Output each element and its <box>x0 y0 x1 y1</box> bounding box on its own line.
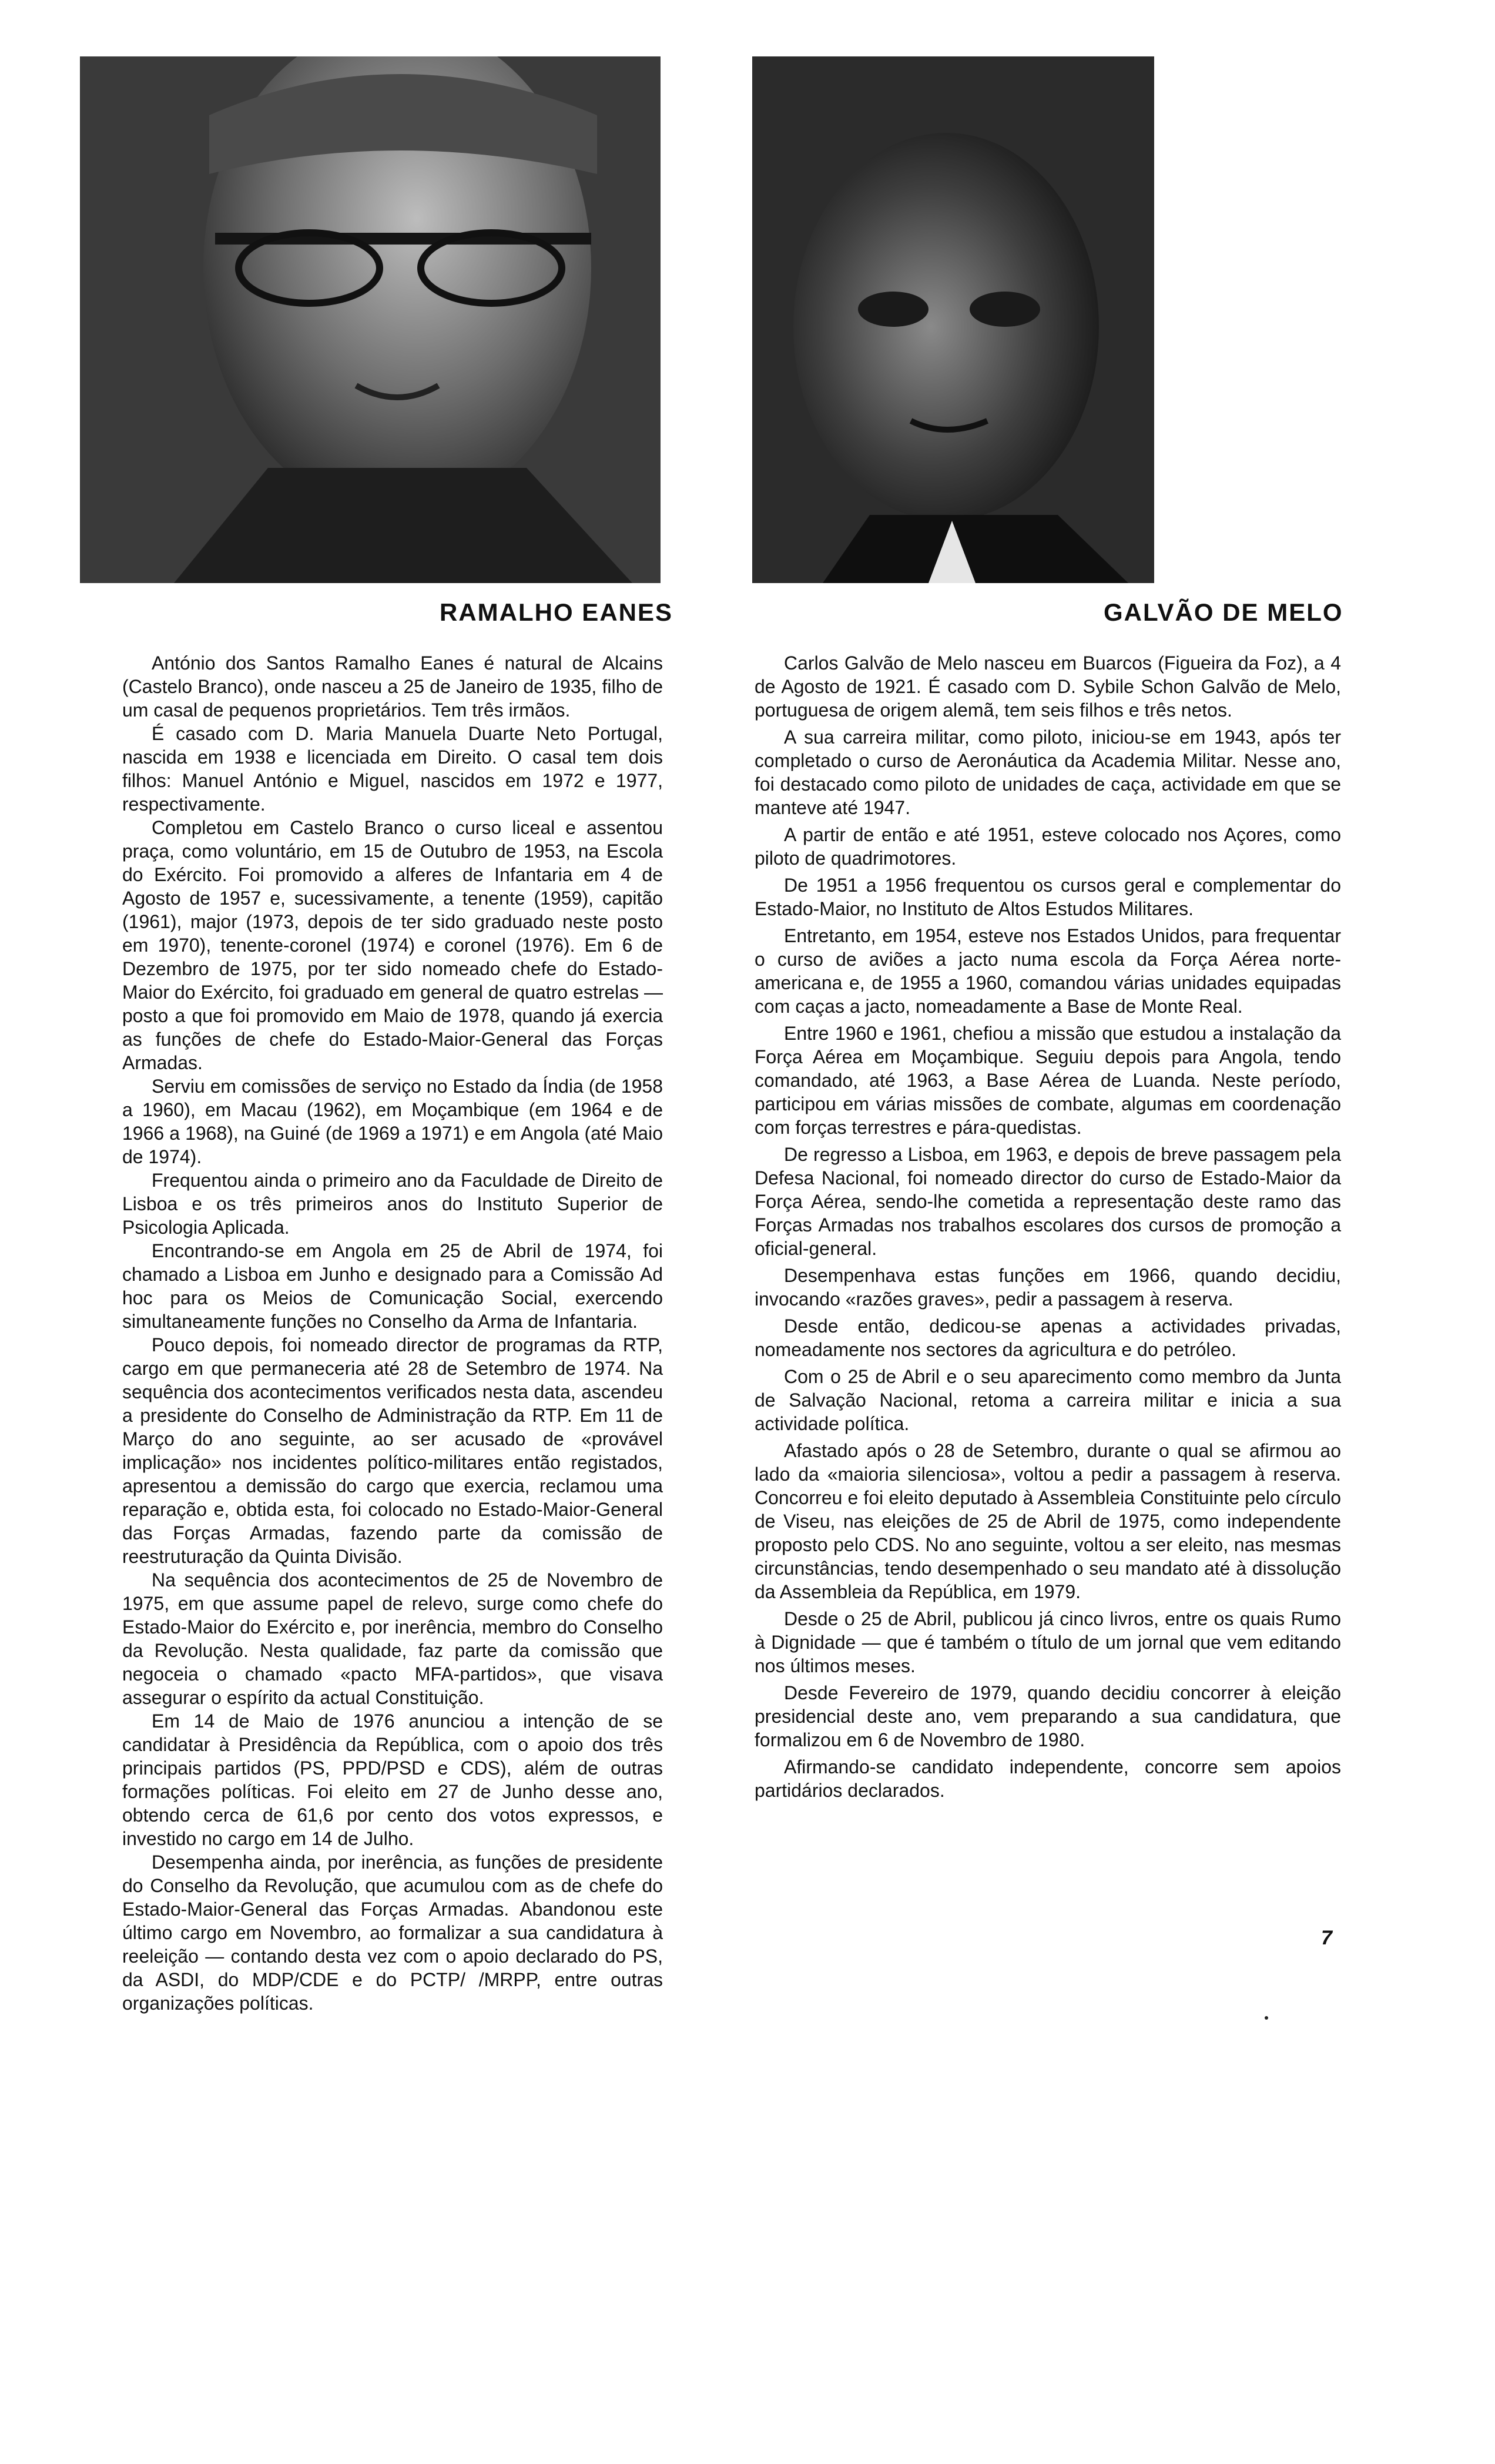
portrait-photo-ramalho-eanes <box>80 56 661 583</box>
paragraph: Em 14 de Maio de 1976 anunciou a intenção de se candidatar à Presidência da República, com o apoio dos três principais partidos (PS, PPD/PSD e CDS), além de outras formações políticas. Foi eleito em 27 de Junho desse ano, obtendo cerca de 61,6 por cento dos votos expressos, e investido no cargo em 14 de Julho. <box>122 1710 663 1849</box>
paragraph: Desde Fevereiro de 1979, quando decidiu concorrer à eleição presidencial deste ano, vem preparando a sua candidatura, que formalizou em 6 de Novembro de 1980. <box>755 1682 1341 1750</box>
portrait-photo-galvao-de-melo <box>752 56 1154 583</box>
paragraph: É casado com D. Maria Manuela Duarte Neto Portugal, nascida em 1938 e licenciada em Direito. O casal tem dois filhos: Manuel António e Miguel, nascidos em 1972 e 1977, respectivamente. <box>122 723 663 815</box>
biography-column-right <box>755 651 1341 1806</box>
paragraph: Pouco depois, foi nomeado director de programas da RTP, cargo em que permaneceria até 28 de Setembro de 1974. Na sequência dos acontecimentos verificados nesta data, ascendeu a presidente do Conselho de Administração da RTP. Em 11 de Março do ano seguinte, ao ser acusado de «provável implicação» nos incidentes político-militares então registados, apresentou a demissão do cargo que exercia, reclamou uma reparação e, obtida esta, foi colocado no Estado-Maior-General das Forças Armadas, fazendo parte da comissão de reestruturação da Quinta Divisão. <box>122 1334 663 1567</box>
paragraph: A partir de então e até 1951, esteve colocado nos Açores, como piloto de quadrimotores. <box>755 824 1341 869</box>
paragraph: Serviu em comissões de serviço no Estado da Índia (de 1958 a 1960), em Macau (1962), em Moçambique (em 1964 e de 1966 a 1968), na Guiné (de 1969 a 1971) e em Angola (até Maio de 1974). <box>122 1076 663 1167</box>
paragraph: Frequentou ainda o primeiro ano da Faculdade de Direito de Lisboa e os três primeiros anos do Instituto Superior de Psicologia Aplicada. <box>122 1170 663 1238</box>
paragraph: Afastado após o 28 de Setembro, durante o qual se afirmou ao lado da «maioria silenciosa», voltou a pedir a passagem à reserva. Concorreu e foi eleito deputado à Assembleia Constituinte pelo círculo de Viseu, nas eleições de 25 de Abril de 1975, como independente proposto pelo CDS. No ano seguinte, voltou a ser eleito, nas mesmas circunstâncias, tendo desempenhado o seu mandato até à dissolução da Assembleia da República, em 1979. <box>755 1440 1341 1602</box>
paragraph: Encontrando-se em Angola em 25 de Abril de 1974, foi chamado a Lisboa em Junho e designado para a Comissão Ad hoc para os Meios de Comunicação Social, exercendo simultaneamente funções no Conselho da Arma de Infantaria. <box>122 1240 663 1332</box>
paragraph: Entretanto, em 1954, esteve nos Estados Unidos, para frequentar o curso de aviões a jacto numa escola da Força Aérea norte-americana e, de 1955 a 1960, comandou várias unidades equipadas com caças a jacto, nomeadamente a Base de Monte Real. <box>755 925 1341 1017</box>
paragraph: Afirmando-se candidato independente, concorre sem apoios partidários declarados. <box>755 1756 1341 1801</box>
paragraph: Desempenha ainda, por inerência, as funções de presidente do Conselho da Revolução, que acumulou com as de chefe do Estado-Maior-General das Forças Armadas. Abandonou este último cargo em Novembro, ao formalizar a sua candidatura à reeleição — contando desta vez com o apoio declarado do PS, da ASDI, do MDP/CDE e do PCTP/ /MRPP, entre outras organizações políticas. <box>122 1852 663 2014</box>
paragraph: Entre 1960 e 1961, chefiou a missão que estudou a instalação da Força Aérea em Moçambique. Seguiu depois para Angola, tendo comandado, até 1963, a Base Aérea de Luanda. Neste período, participou em várias missões de combate, algumas em coordenação com forças terrestres e pára-quedistas. <box>755 1023 1341 1138</box>
person-name-heading: RAMALHO EANES <box>440 598 673 626</box>
paragraph: Com o 25 de Abril e o seu aparecimento como membro da Junta de Salvação Nacional, retoma a carreira militar e inicia a sua actividade política. <box>755 1366 1341 1434</box>
page-number: 7 <box>1321 1927 1332 1949</box>
paragraph: Desde então, dedicou-se apenas a actividades privadas, nomeadamente nos sectores da agricultura e do petróleo. <box>755 1315 1341 1360</box>
portrait-image <box>752 56 1154 583</box>
paragraph: Na sequência dos acontecimentos de 25 de Novembro de 1975, em que assume papel de relevo, surge como chefe do Estado-Maior do Exército e, por inerência, membro do Conselho da Revolução. Nesta qualidade, faz parte da comissão que negoceia o chamado «pacto MFA-partidos», que visava assegurar o espírito da actual Constituição. <box>122 1569 663 1708</box>
portrait-image <box>80 56 661 583</box>
person-name-heading: GALVÃO DE MELO <box>1104 598 1343 626</box>
paragraph: Desde o 25 de Abril, publicou já cinco livros, entre os quais Rumo à Dignidade — que é também o título de um jornal que vem editando nos últimos meses. <box>755 1608 1341 1676</box>
paragraph: Completou em Castelo Branco o curso liceal e assentou praça, como voluntário, em 15 de Outubro de 1953, na Escola do Exército. Foi promovido a alferes de Infantaria em 4 de Agosto de 1957 e, sucessivamente, a tenente (1959), capitão (1961), major (1973, depois de ter sido graduado neste posto em 1970), tenente-coronel (1974) e coronel (1976). Em 6 de Dezembro de 1975, por ter sido nomeado chefe do Estado-Maior do Exército, foi graduado em general de quatro estrelas — posto a que foi promovido em Maio de 1978, quando já exercia as funções de chefe do Estado-Maior-General das Forças Armadas. <box>122 817 663 1073</box>
paragraph: A sua carreira militar, como piloto, iniciou-se em 1943, após ter completado o curso de Aeronáutica da Academia Militar. Nesse ano, foi destacado como piloto de unidades de caça, actividade em que se manteve até 1947. <box>755 727 1341 818</box>
paragraph: De 1951 a 1956 frequentou os cursos geral e complementar do Estado-Maior, no Instituto de Altos Estudos Militares. <box>755 875 1341 919</box>
paragraph: António dos Santos Ramalho Eanes é natural de Alcains (Castelo Branco), onde nasceu a 25 de Janeiro de 1935, filho de um casal de pequenos proprietários. Tem três irmãos. <box>122 652 663 721</box>
biography-column-left <box>122 651 663 2015</box>
paragraph: Carlos Galvão de Melo nasceu em Buarcos (Figueira da Foz), a 4 de Agosto de 1921. É casado com D. Sybile Schon Galvão de Melo, portuguesa de origem alemã, tem seis filhos e três netos. <box>755 652 1341 721</box>
scan-speck <box>1265 2016 1268 2020</box>
paragraph: De regresso a Lisboa, em 1963, e depois de breve passagem pela Defesa Nacional, foi nomeado director do curso de Estado-Maior da Força Aérea, sendo-lhe cometida a representação deste ramo das Forças Armadas nos trabalhos escolares dos cursos de promoção a oficial-general. <box>755 1144 1341 1259</box>
paragraph: Desempenhava estas funções em 1966, quando decidiu, invocando «razões graves», pedir a passagem à reserva. <box>755 1265 1341 1310</box>
